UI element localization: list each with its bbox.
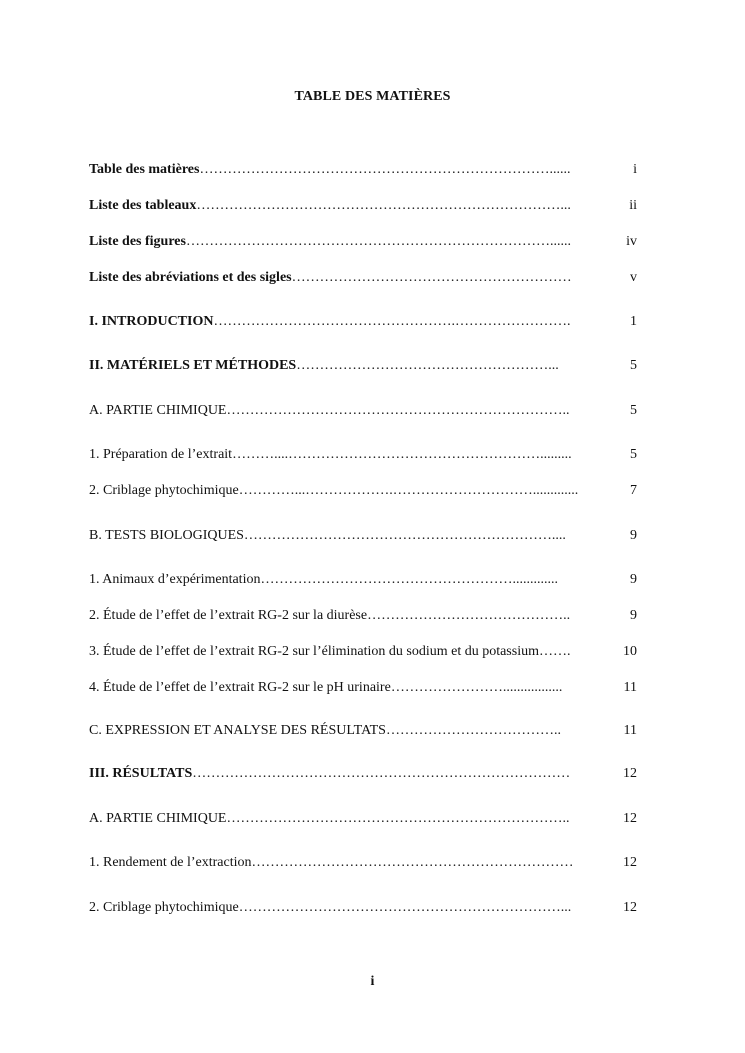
page-number: i [370,974,375,989]
toc-entry[interactable] [89,268,637,288]
toc-entry[interactable] [89,481,637,501]
toc-entry-page-number: 12 [623,766,637,781]
toc-entry-label [89,678,609,698]
toc-entry-title: Liste des figures [89,234,186,249]
toc-entry-label [89,232,609,252]
toc-entry[interactable] [89,445,637,465]
toc-entry-label [89,481,609,501]
page-title: TABLE DES MATIÈRES [294,89,451,104]
toc-entry-title: A. PARTIE CHIMIQUE [89,403,227,418]
toc-dot-leader: ………………………………………………............. [260,572,558,587]
toc-entry-title: Liste des abréviations et des sigles [89,270,292,285]
toc-entry[interactable] [89,312,637,332]
toc-entry[interactable] [89,196,637,216]
toc-entry-label [89,721,609,741]
toc-entry[interactable] [89,642,637,662]
toc-entry-page-number: 5 [630,403,637,418]
toc-dot-leader: …………………………………………………… [291,270,572,285]
toc-dot-leader: ……………………………………………………………... [238,900,572,915]
toc-entry-page-number: 12 [623,900,637,915]
toc-dot-leader: …………………………………………………………… [251,855,574,870]
toc-entry-label [89,809,609,829]
toc-entry-page-number: v [630,270,637,285]
toc-dot-leader: ……………………………………………………………….. [226,811,570,826]
toc-entry[interactable] [89,809,637,829]
toc-entry-page-number: 5 [630,447,637,462]
toc-entry-label [89,445,609,465]
toc-dot-leader: ………....………………………………………………......... [232,447,572,462]
toc-dot-leader: …………………………………………………………………...... [199,162,571,177]
toc-entry[interactable] [89,160,637,180]
toc-entry[interactable] [89,526,637,546]
toc-entry-label [89,356,609,376]
toc-entry-page-number: 11 [623,680,637,695]
toc-entry-title: Liste des tableaux [89,198,197,213]
toc-dot-leader: ……………………………………………………………………… [192,766,571,781]
toc-entry[interactable] [89,678,637,698]
toc-entry-title: 2. Étude de l’effet de l’extrait RG-2 sur la diurèse [89,608,368,623]
toc-entry-page-number: i [633,162,637,177]
toc-entry-label [89,898,609,918]
toc-entry-title: 1. Animaux d’expérimentation [89,572,261,587]
toc-entry-label [89,764,609,784]
toc-dot-leader: ……………………………….. [385,723,561,738]
toc-dot-leader: ………………………………………………... [296,358,559,373]
toc-entry-title: III. RÉSULTATS [89,766,193,781]
toc-entry-page-number: 5 [630,358,637,373]
toc-entry[interactable] [89,570,637,590]
toc-entry-title: B. TESTS BIOLOGIQUES [89,528,244,543]
toc-entry-label [89,312,609,332]
toc-entry-title: 3. Étude de l’effet de l’extrait RG-2 sur l’élimination du sodium et du potassium [89,644,539,659]
toc-entry-label [89,268,609,288]
toc-entry[interactable] [89,898,637,918]
toc-entry-page-number: ii [629,198,637,213]
toc-entry-page-number: 9 [630,572,637,587]
toc-entry-title: 2. Criblage phytochimique [89,900,239,915]
toc-entry-label [89,526,609,546]
toc-entry[interactable] [89,401,637,421]
toc-entry[interactable] [89,764,637,784]
toc-dot-leader: ……………………................. [390,680,563,695]
toc-dot-leader: ……………………………………………………………………... [196,198,571,213]
toc-entry-title: C. EXPRESSION ET ANALYSE DES RÉSULTATS [89,723,386,738]
toc-dot-leader: ………………………………………………………….... [243,528,566,543]
toc-entry-page-number: 9 [630,528,637,543]
toc-entry-label [89,196,609,216]
toc-entry-page-number: 12 [623,811,637,826]
toc-entry-title: 2. Criblage phytochimique [89,483,239,498]
toc-entry-label [89,570,609,590]
toc-entry-page-number: 1 [630,314,637,329]
toc-entry[interactable] [89,232,637,252]
toc-dot-leader: ……………………………………………………………….. [226,403,570,418]
toc-entry-label [89,642,609,662]
toc-entry-title: 1. Préparation de l’extrait [89,447,233,462]
toc-entry-title: 4. Étude de l’effet de l’extrait RG-2 sur le pH urinaire [89,680,391,695]
toc-entry-title: A. PARTIE CHIMIQUE [89,811,227,826]
toc-entry[interactable] [89,721,637,741]
toc-entry-title: Table des matières [89,162,200,177]
toc-entry-page-number: 12 [623,855,637,870]
toc-entry-label [89,160,609,180]
toc-entry-page-number: 7 [630,483,637,498]
toc-entry[interactable] [89,356,637,376]
toc-dot-leader: …………………………………………….……………………. [213,314,571,329]
toc-entry-title: I. INTRODUCTION [89,314,214,329]
toc-entry[interactable] [89,606,637,626]
toc-entry-label [89,606,609,626]
toc-entry[interactable] [89,853,637,873]
toc-dot-leader: ……. [538,644,571,659]
toc-entry-page-number: 11 [623,723,637,738]
toc-dot-leader: …………………………………….. [367,608,571,623]
toc-entry-title: 1. Rendement de l’extraction [89,855,252,870]
toc-dot-leader: …………...……………….…………………………............. [238,483,579,498]
toc-dot-leader: ……………………………………………………………………...... [185,234,571,249]
toc-entry-label [89,853,609,873]
toc-entry-label [89,401,609,421]
toc-entry-page-number: 10 [623,644,637,659]
toc-entry-page-number: 9 [630,608,637,623]
toc-entry-title: II. MATÉRIELS ET MÉTHODES [89,358,297,373]
toc-entry-page-number: iv [626,234,637,249]
